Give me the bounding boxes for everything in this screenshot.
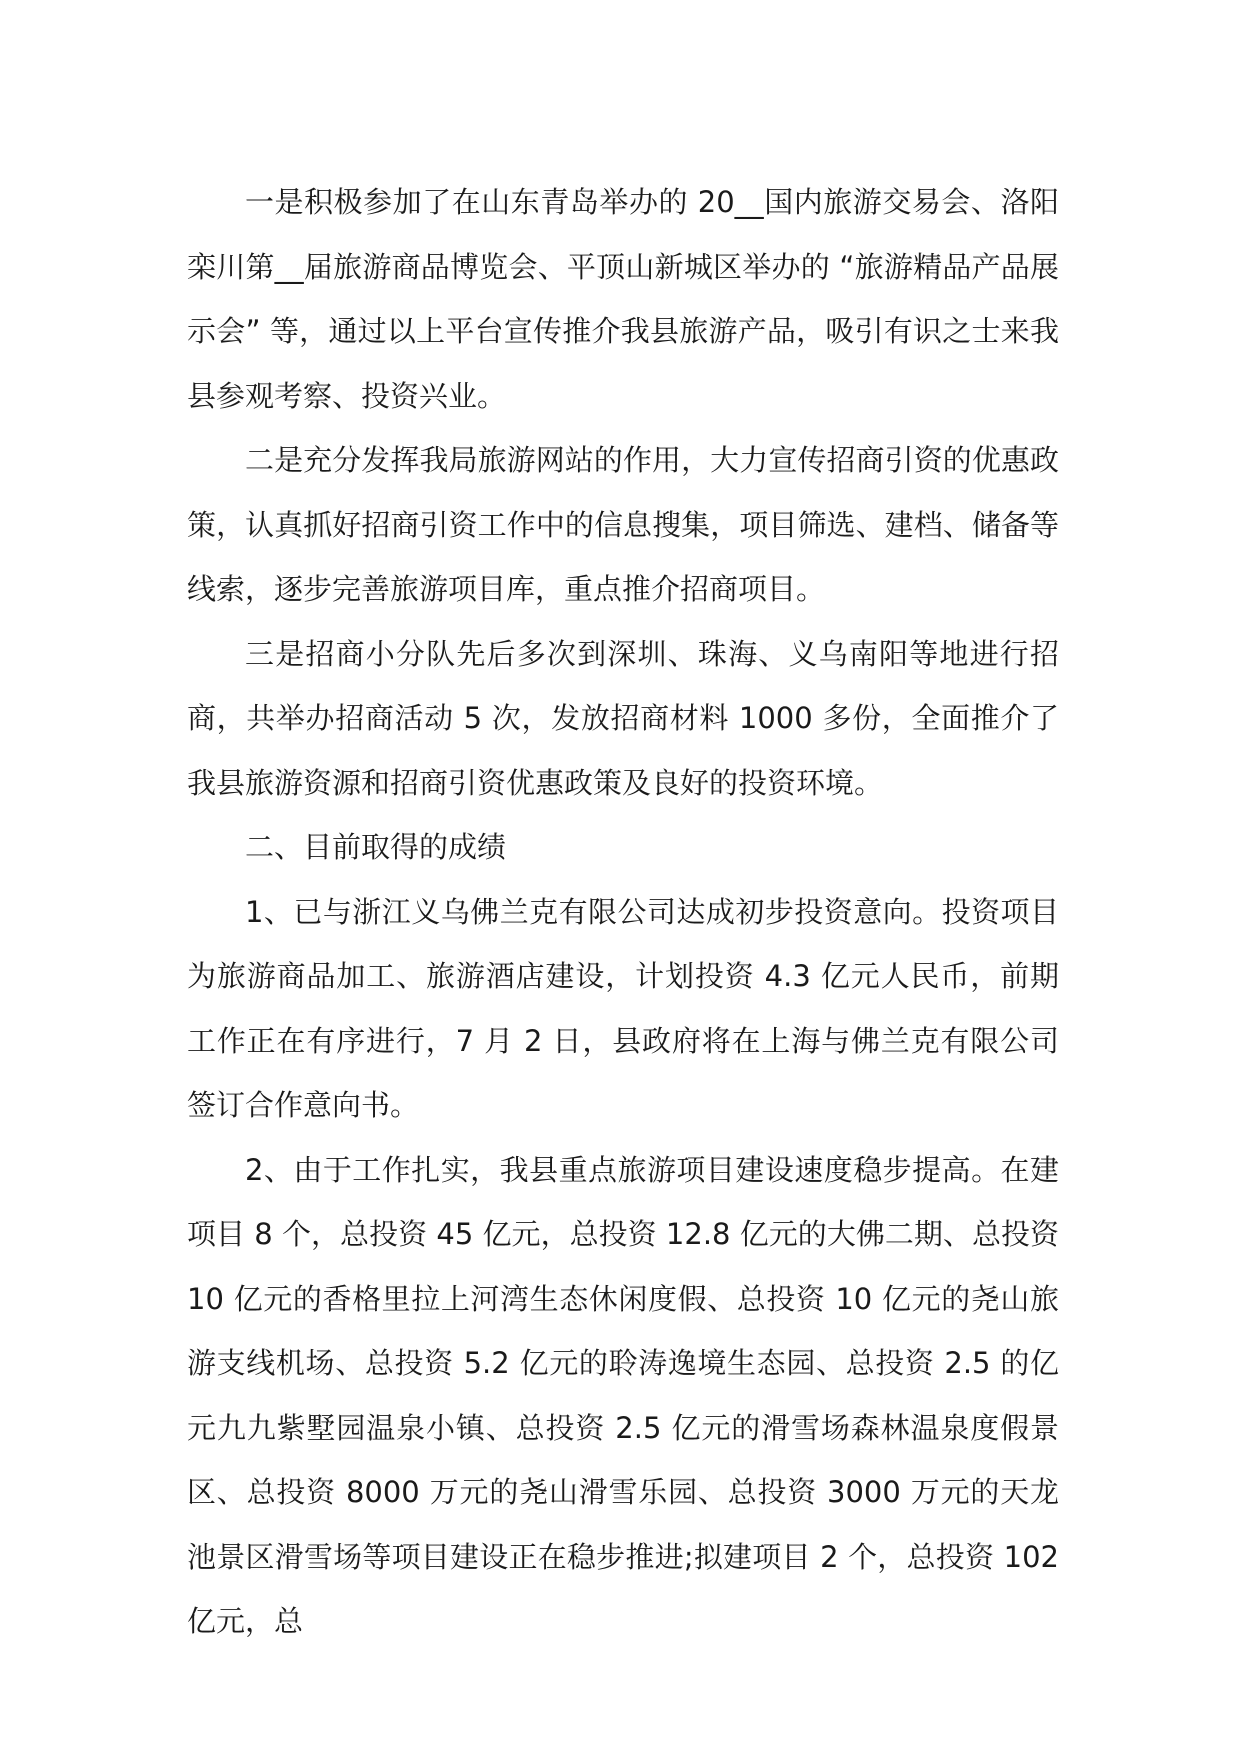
paragraph-3: 三是招商小分队先后多次到深圳、珠海、义乌南阳等地进行招商，共举办招商活动 5 次，发放招商材料 1000 多份，全面推介了我县旅游资源和招商引资优惠政策及良好的投资环境。: [187, 636, 1059, 800]
paragraph-1: 一是积极参加了在山东青岛举办的 20__国内旅游交易会、洛阳栾川第__届旅游商品博览会、平顶山新城区举办的 “旅游精品产品展示会” 等，通过以上平台宣传推介我县旅游产品，吸引有识之士来我县参观考察、投资兴业。: [187, 185, 1059, 413]
section-heading: 二、目前取得的成绩: [245, 830, 507, 864]
paragraph-2: 二是充分发挥我局旅游网站的作用，大力宣传招商引资的优惠政策，认真抓好招商引资工作中的信息搜集，项目筛选、建档、储备等线索，逐步完善旅游项目库，重点推介招商项目。: [187, 443, 1059, 606]
paragraph-5: 2、由于工作扎实，我县重点旅游项目建设速度稳步提高。在建项目 8 个，总投资 45 亿元，总投资 12.8 亿元的大佛二期、总投资 10 亿元的香格里拉上河湾生态休闲度假、总投资 10 亿元的尧山旅游支线机场、总投资 5.2 亿元的聆涛逸境生态园、总投资 2.5 的亿元九九紫墅园温泉小镇、总投资 2.5 亿元的滑雪场森林温泉度假景区、总投资 8000 万元的尧山滑雪乐园、总投资 3000 万元的天龙池景区滑雪场等项目建设正在稳步推进;拟建项目 2 个，总投资 102 亿元，总: [187, 1152, 1059, 1638]
paragraph-4: 1、已与浙江义乌佛兰克有限公司达成初步投资意向。投资项目为旅游商品加工、旅游酒店建设，计划投资 4.3 亿元人民币，前期工作正在有序进行，7 月 2 日，县政府将在上海与佛兰克有限公司签订合作意向书。: [187, 894, 1059, 1122]
document-body: [187, 170, 1059, 1654]
